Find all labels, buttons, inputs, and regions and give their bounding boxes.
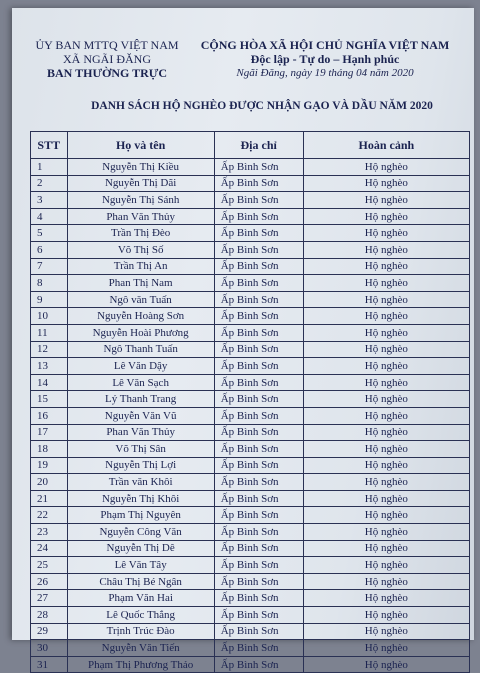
cell-address: Ấp Bình Sơn [214,656,303,673]
table-row [31,540,470,557]
cell-stt: 30 [31,640,68,657]
table-row [31,656,470,673]
cell-address: Ấp Bình Sơn [214,457,303,474]
table-row [31,192,470,209]
national-header [180,38,470,80]
cell-address: Ấp Bình Sơn [214,507,303,524]
cell-stt: 18 [31,441,68,458]
cell-name: Trần Thị Đèo [67,225,214,242]
cell-name: Nguyễn Thị Kiều [67,159,214,176]
table-row [31,308,470,325]
cell-name: Nguyễn Hoàng Sơn [67,308,214,325]
cell-address: Ấp Bình Sơn [214,623,303,640]
cell-address: Ấp Bình Sơn [214,159,303,176]
cell-name: Phan Thị Nam [67,275,214,292]
table-row [31,490,470,507]
table-row [31,607,470,624]
cell-status: Hộ nghèo [303,208,469,225]
cell-address: Ấp Bình Sơn [214,590,303,607]
column-header-address: Địa chỉ [214,132,303,159]
table-row [31,524,470,541]
cell-address: Ấp Bình Sơn [214,557,303,574]
cell-stt: 20 [31,474,68,491]
table-row [31,275,470,292]
cell-address: Ấp Bình Sơn [214,241,303,258]
cell-stt: 31 [31,656,68,673]
cell-address: Ấp Bình Sơn [214,358,303,375]
table-row [31,159,470,176]
cell-stt: 7 [31,258,68,275]
national-motto: Độc lập - Tự do – Hạnh phúc [250,52,400,66]
cell-status: Hộ nghèo [303,623,469,640]
cell-stt: 15 [31,391,68,408]
table-row [31,640,470,657]
cell-name: Phan Văn Thủy [67,424,214,441]
issuer-line-1: ỦY BAN MTTQ VIỆT NAM [35,38,179,52]
cell-stt: 16 [31,407,68,424]
table-row [31,258,470,275]
cell-address: Ấp Bình Sơn [214,192,303,209]
cell-status: Hộ nghèo [303,258,469,275]
cell-status: Hộ nghèo [303,275,469,292]
document-date: Ngãi Đăng, ngày 19 tháng 04 năm 2020 [236,67,414,79]
table-row [31,175,470,192]
cell-status: Hộ nghèo [303,225,469,242]
cell-address: Ấp Bình Sơn [214,208,303,225]
cell-status: Hộ nghèo [303,358,469,375]
cell-name: Nguyễn Thị Sánh [67,192,214,209]
cell-stt: 2 [31,175,68,192]
cell-stt: 26 [31,573,68,590]
cell-stt: 3 [31,192,68,209]
cell-status: Hộ nghèo [303,656,469,673]
table-row [31,225,470,242]
cell-status: Hộ nghèo [303,540,469,557]
column-header-stt: STT [31,132,68,159]
cell-name: Võ Thị Sân [67,441,214,458]
cell-status: Hộ nghèo [303,159,469,176]
cell-name: Nguyễn Công Văn [67,524,214,541]
cell-status: Hộ nghèo [303,324,469,341]
table-header-row [31,132,470,159]
cell-address: Ấp Bình Sơn [214,308,303,325]
cell-name: Lê Văn Dậy [67,358,214,375]
table-row [31,441,470,458]
cell-stt: 12 [31,341,68,358]
cell-status: Hộ nghèo [303,308,469,325]
household-table [30,131,470,673]
cell-stt: 22 [31,507,68,524]
national-title: CỘNG HÒA XÃ HỘI CHỦ NGHĨA VIỆT NAM [200,38,450,52]
cell-stt: 25 [31,557,68,574]
table-row [31,291,470,308]
issuer-line-2: XÃ NGÃI ĐĂNG [63,52,151,66]
table-row [31,358,470,375]
cell-stt: 21 [31,490,68,507]
cell-stt: 5 [31,225,68,242]
cell-status: Hộ nghèo [303,490,469,507]
cell-status: Hộ nghèo [303,291,469,308]
issuer-header [32,38,182,80]
cell-address: Ấp Bình Sơn [214,175,303,192]
cell-address: Ấp Bình Sơn [214,607,303,624]
table-row [31,374,470,391]
cell-status: Hộ nghèo [303,507,469,524]
column-header-status: Hoàn cảnh [303,132,469,159]
cell-status: Hộ nghèo [303,474,469,491]
cell-address: Ấp Bình Sơn [214,407,303,424]
document-page [12,8,474,671]
table-row [31,391,470,408]
cell-name: Lý Thanh Trang [67,391,214,408]
table-row [31,407,470,424]
cell-name: Lê Văn Tây [67,557,214,574]
cell-stt: 1 [31,159,68,176]
cell-address: Ấp Bình Sơn [214,524,303,541]
cell-status: Hộ nghèo [303,607,469,624]
cell-stt: 27 [31,590,68,607]
cell-name: Châu Thị Bé Ngân [67,573,214,590]
cell-status: Hộ nghèo [303,441,469,458]
cell-address: Ấp Bình Sơn [214,424,303,441]
table-row [31,424,470,441]
cell-address: Ấp Bình Sơn [214,341,303,358]
cell-name: Trần văn Khôi [67,474,214,491]
cell-address: Ấp Bình Sơn [214,490,303,507]
table-row [31,623,470,640]
cell-name: Phạm Văn Hai [67,590,214,607]
cell-address: Ấp Bình Sơn [214,540,303,557]
cell-address: Ấp Bình Sơn [214,391,303,408]
cell-name: Lê Quốc Thắng [67,607,214,624]
cell-name: Phan Văn Thủy [67,208,214,225]
cell-status: Hộ nghèo [303,341,469,358]
cell-name: Nguyễn Thị Dãi [67,175,214,192]
column-header-name: Họ và tên [67,132,214,159]
cell-name: Nguyễn Văn Tiến [67,640,214,657]
table-row [31,557,470,574]
cell-address: Ấp Bình Sơn [214,573,303,590]
table-row [31,241,470,258]
cell-address: Ấp Bình Sơn [214,275,303,292]
cell-address: Ấp Bình Sơn [214,374,303,391]
cell-stt: 4 [31,208,68,225]
cell-name: Ngô văn Tuấn [67,291,214,308]
cell-address: Ấp Bình Sơn [214,640,303,657]
cell-name: Trịnh Trúc Đào [67,623,214,640]
cell-status: Hộ nghèo [303,640,469,657]
cell-name: Nguyễn Hoài Phương [67,324,214,341]
cell-stt: 28 [31,607,68,624]
cell-name: Ngô Thanh Tuấn [67,341,214,358]
table-row [31,573,470,590]
cell-status: Hộ nghèo [303,590,469,607]
table-row [31,507,470,524]
cell-status: Hộ nghèo [303,457,469,474]
cell-stt: 10 [31,308,68,325]
cell-status: Hộ nghèo [303,424,469,441]
cell-stt: 9 [31,291,68,308]
table-row [31,208,470,225]
table-row [31,341,470,358]
cell-name: Phạm Thị Phương Thảo [67,656,214,673]
cell-stt: 14 [31,374,68,391]
cell-status: Hộ nghèo [303,557,469,574]
cell-name: Lê Văn Sạch [67,374,214,391]
cell-name: Nguyễn Văn Vũ [67,407,214,424]
cell-address: Ấp Bình Sơn [214,258,303,275]
cell-stt: 19 [31,457,68,474]
cell-status: Hộ nghèo [303,524,469,541]
cell-stt: 23 [31,524,68,541]
issuer-line-3: BAN THƯỜNG TRỰC [46,66,167,80]
cell-status: Hộ nghèo [303,407,469,424]
cell-stt: 13 [31,358,68,375]
cell-name: Võ Thị Số [67,241,214,258]
table-row [31,590,470,607]
cell-address: Ấp Bình Sơn [214,474,303,491]
cell-name: Nguyễn Thị Dê [67,540,214,557]
cell-status: Hộ nghèo [303,391,469,408]
cell-stt: 17 [31,424,68,441]
cell-address: Ấp Bình Sơn [214,441,303,458]
table-row [31,457,470,474]
table-row [31,474,470,491]
cell-stt: 6 [31,241,68,258]
cell-address: Ấp Bình Sơn [214,324,303,341]
cell-address: Ấp Bình Sơn [214,225,303,242]
cell-address: Ấp Bình Sơn [214,291,303,308]
cell-status: Hộ nghèo [303,175,469,192]
table-row [31,324,470,341]
cell-name: Nguyễn Thị Khôi [67,490,214,507]
cell-name: Trần Thị An [67,258,214,275]
cell-status: Hộ nghèo [303,573,469,590]
cell-status: Hộ nghèo [303,374,469,391]
cell-status: Hộ nghèo [303,192,469,209]
cell-stt: 29 [31,623,68,640]
cell-stt: 11 [31,324,68,341]
cell-name: Nguyễn Thị Lợi [67,457,214,474]
document-title: DANH SÁCH HỘ NGHÈO ĐƯỢC NHẬN GẠO VÀ DẦU NĂM 2020 [91,100,433,112]
cell-status: Hộ nghèo [303,241,469,258]
cell-stt: 24 [31,540,68,557]
cell-stt: 8 [31,275,68,292]
cell-name: Phạm Thị Nguyên [67,507,214,524]
